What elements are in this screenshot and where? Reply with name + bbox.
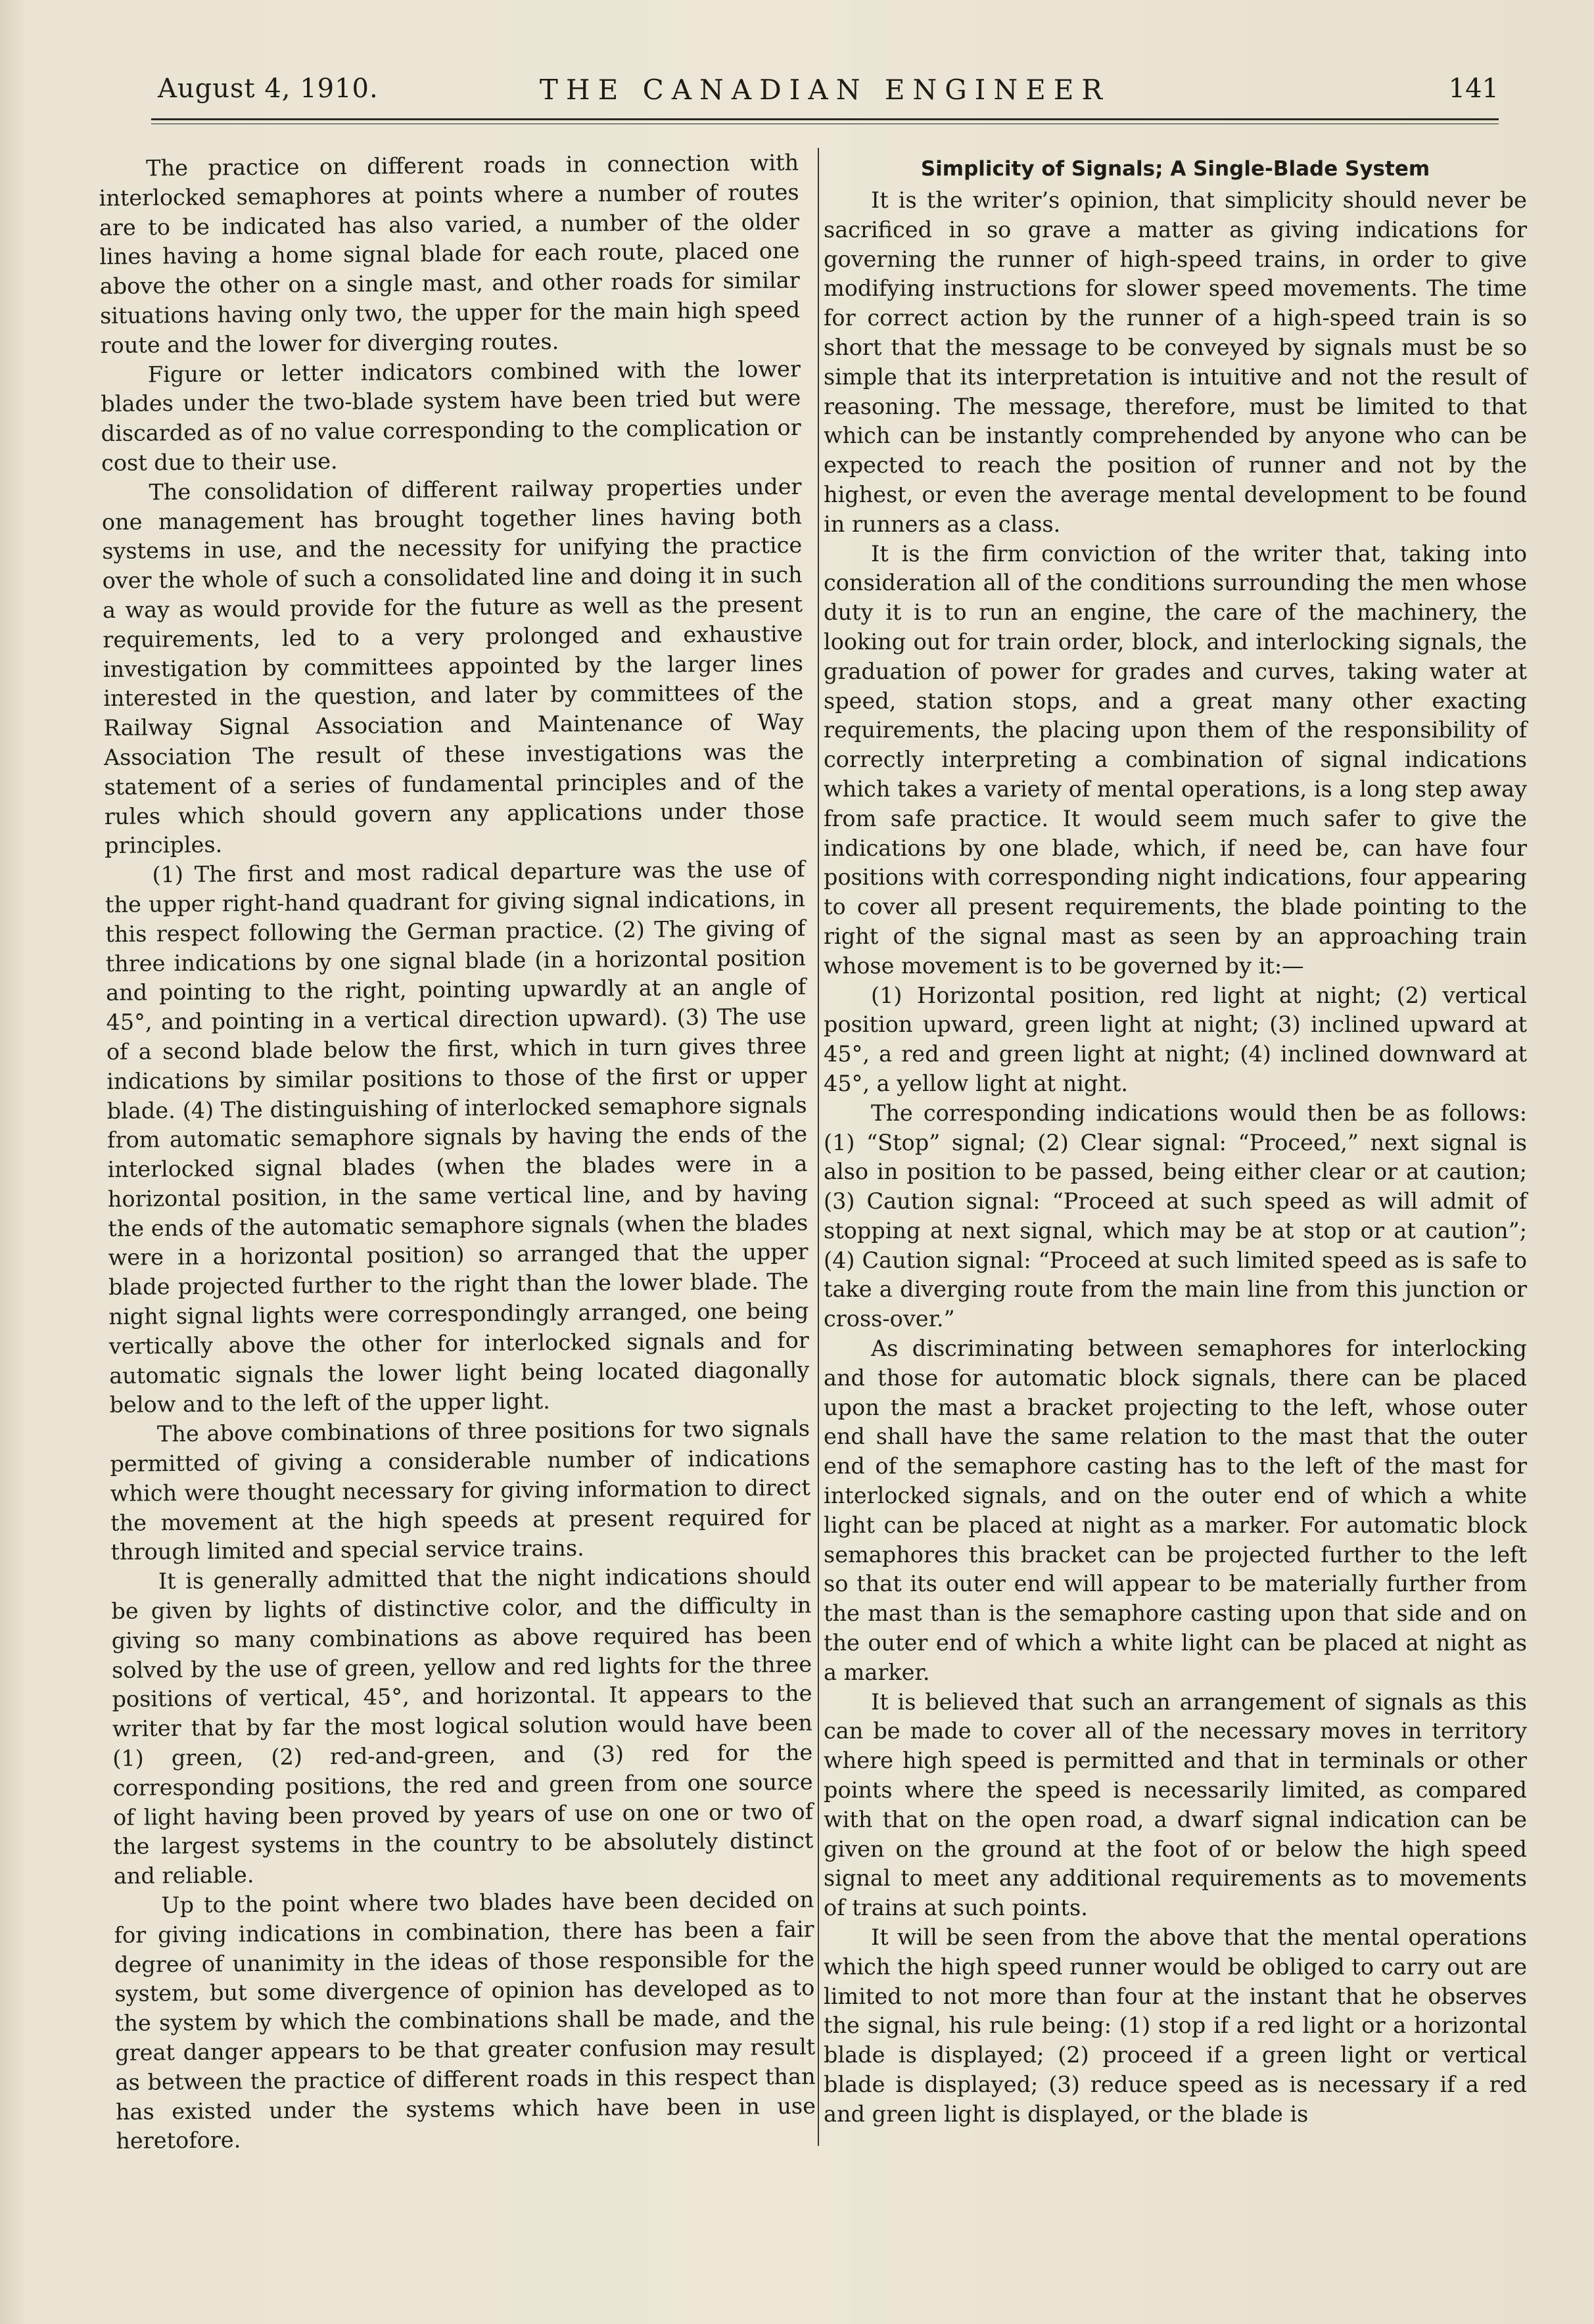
left-paragraph-6: It is generally admitted that the night indications should be given by lights of distinctive color, and the difficulty in giving so many combinations as above required has been solved by the use of green, yellow and red lights for the three positions of vertical, 45°, and horizontal. It appears to the writer that by far the most logical solution would have been (1) green, (2) red-and-green, and (3) red for the corresponding positions, the red and green from one source of light having been proved by years of use on one or two of the largest systems in the country to be absolutely distinct and reliable.: [111, 1562, 814, 1890]
left-paragraph-1: The practice on different roads in connection with interlocked semaphores at points where a number of routes are to be indicated has also varied, a number of the older lines having a home signal blade for each route, placed one above the other on a single mast, and other roads for similar situations having only two, the upper for the main high speed route and the lower for diverging routes.: [99, 149, 801, 358]
left-paragraph-7: Up to the point where two blades have been decided on for giving indications in combination, there has been a fair degree of unanimity in the ideas of those responsible for the system, but some divergence of opinion has developed as to the system by which the combinations shall be made, and the great danger appears to be that greater confusion may result as between the practice of different roads in this respect than has existed under the systems which have been in use heretofore.: [114, 1886, 816, 2154]
left-paragraph-5: The above combinations of three positions for two signals permitted of giving a considerable number of indications which were thought necessary for giving information to direct the movement at the high speeds at present required for through limited and special service trains.: [110, 1415, 811, 1566]
column-divider: [818, 148, 819, 2146]
issue-date: August 4, 1910.: [158, 74, 379, 104]
right-paragraph-3: (1) Horizontal position, red light at night; (2) vertical position upward, green light at night; (3) inclined upward at 45°, a red and green light at night; (4) inclined downward at 45°, a yellow light at night.: [824, 982, 1527, 1096]
section-heading: Simplicity of Signals; A Single-Blade System: [920, 157, 1430, 181]
right-paragraph-4: The corresponding indications would then be as follows: (1) “Stop” signal; (2) Clear signal: “Proceed,” next signal is also in position to be passed, being either clear or at caution; (3) Caution signal: “Proceed at such speed as will admit of stopping at next signal, which may be at stop or at caution”; (4) Caution signal: “Proceed at such limited speed as is safe to take a diverging route from the main line from this junction or cross-over.”: [824, 1100, 1527, 1332]
left-paragraph-4: (1) The first and most radical departure was the use of the upper right-hand quadrant for giving signal indications, in this respect following the German practice. (2) The giving of three indications by one signal blade (in a horizontal position and pointing to the right, pointing upwardly at an angle of 45°, and pointing in a vertical direction upward). (3) The use of a second blade below the first, which in turn gives three indications by similar positions to those of the first or upper blade. (4) The distinguishing of interlocked semaphore signals from automatic semaphore signals by having the ends of the interlocked signal blades (when the blades were in a horizontal position, in the same vertical line, and by having the ends of the automatic semaphore signals (when the blades were in a horizontal position) so arranged that the upper blade projected further to the right than the lower blade. The night signal lights were correspondingly arranged, one being vertically above the other for interlocked signals and for automatic signals the lower light being located diagonally below and to the left of the upper light.: [105, 856, 810, 1418]
running-header: [151, 74, 1499, 113]
header-rule-thick: [151, 118, 1499, 120]
left-column: [99, 149, 816, 2156]
page-number: 141: [1448, 74, 1499, 104]
right-paragraph-5: As discriminating between semaphores for interlocking and those for automatic block signals, there can be placed upon the mast a bracket projecting to the left, whose outer end shall have the same relation to the mast that the outer end of the semaphore casting has to the left of the mast for interlocked signals, and on the outer end of which a white light can be placed at night as a marker. For automatic block semaphores this bracket can be projected further to the left so that its outer end will appear to be materially further from the mast than is the semaphore casting upon that side and on the outer end of which a white light can be placed at night as a marker.: [824, 1336, 1527, 1685]
right-paragraph-2: It is the firm conviction of the writer that, taking into consideration all of the conditions surrounding the men whose duty it is to run an engine, the care of the machinery, the looking out for train order, block, and interlocking signals, the graduation of power for grades and curves, taking water at speed, station stops, and a great many other exacting requirements, the placing upon them of the responsibility of correctly interpreting a combination of signal indications which takes a variety of mental operations, is a long step away from safe practice. It would seem much safer to give the indications by one blade, which, if need be, can have four positions with corresponding night indications, four appearing to cover all present requirements, the blade pointing to the right of the signal mast as seen by an approaching train whose movement is to be governed by it:—: [824, 540, 1527, 979]
journal-title: THE CANADIAN ENGINEER: [539, 74, 1111, 106]
right-paragraph-7: It will be seen from the above that the mental operations which the high speed runner would be obliged to carry out are limited to not more than four at the instant that he observes the signal, his rule being: (1) stop if a red light or a horizontal blade is displayed; (2) proceed if a green light or vertical blade is displayed; (3) reduce speed as is necessary if a red and green light is displayed, or the blade is: [824, 1924, 1527, 2127]
left-paragraph-2: Figure or letter indicators combined with the lower blades under the two-blade system have been tried but were discarded as of no value corresponding to the complication or cost due to their use.: [101, 356, 801, 476]
right-paragraph-1: It is the writer’s opinion, that simplicity should never be sacrificed in so grave a matter as giving indications for governing the runner of high-speed trains, in order to give modifying instructions for slower speed movements. The time for correct action by the runner of a high-speed train is so short that the message to be conveyed by signals must be so simple that its interpretation is intuitive and not the result of reasoning. The message, therefore, must be limited to that which can be instantly comprehended by anyone who can be expected to reach the position of runner and not by the highest, or even the average mental development to be found in runners as a class.: [824, 187, 1527, 537]
left-paragraph-3: The consolidation of different railway properties under one management has brought together lines having both systems in use, and the necessity for unifying the practice over the whole of such a consolidated line and doing it in such a way as would provide for the future as well as the present requirements, led to a very prolonged and exhaustive investigation by committees appointed by the larger lines interested in the question, and later by committees of the Railway Signal Association and Maintenance of Way Association The result of these investigations was the statement of a series of fundamental principles and of the rules which should govern any applications under those principles.: [101, 473, 805, 859]
right-column: [824, 154, 1527, 2129]
right-paragraph-6: It is believed that such an arrangement of signals as this can be made to cover all of the necessary moves in territory where high speed is permitted and that in terminals or other points where the speed is necessarily limited, as compared with that on the open road, a dwarf signal indication can be given on the ground at the foot of or below the high speed signal to meet any additional requirements as to movements of trains at such points.: [824, 1688, 1527, 1921]
